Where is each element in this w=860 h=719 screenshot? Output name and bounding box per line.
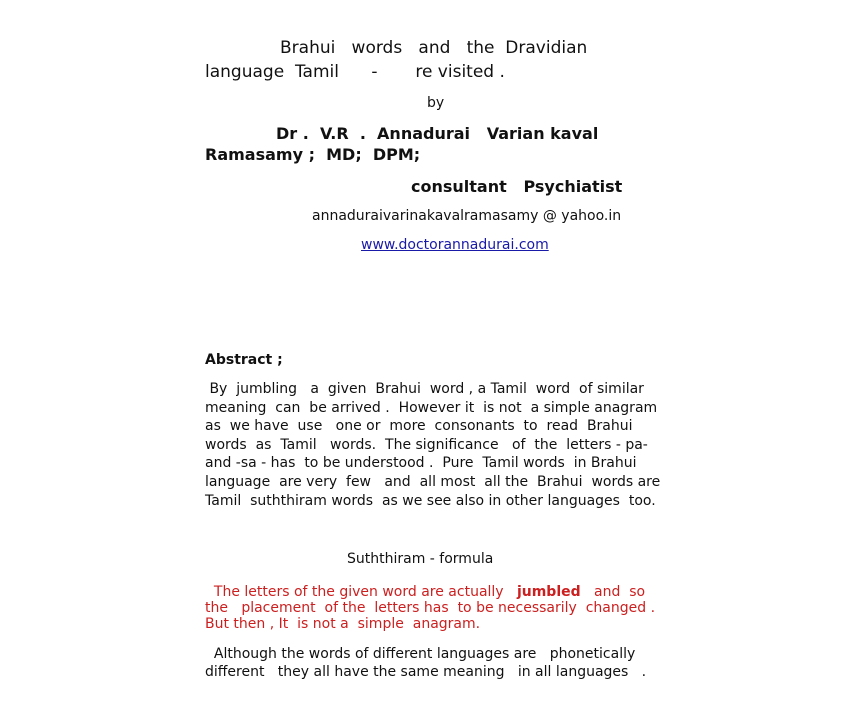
jumbled-emphasis: jumbled [516,584,581,600]
title-line-2: language Tamil - re visited . [205,62,505,82]
author-line-2: Ramasamy ; MD; DPM; [205,145,421,164]
abstract-line: language are very few and all most all the Brahui words are [205,474,661,490]
formula-heading: Suththiram - formula [347,551,494,567]
abstract-line: as we have use one or more consonants to read Brahui [205,418,633,434]
abstract-line: By jumbling a given Brahui word , a Tamil word of similar [205,381,644,397]
abstract-heading: Abstract ; [205,352,283,368]
abstract-line: and -sa - has to be understood . Pure Tamil words in Brahui [205,455,637,471]
red-line-3: But then , It is not a simple anagram. [205,616,481,632]
abstract-line: Tamil suththiram words as we see also in other languages too. [205,493,656,509]
author-website-link[interactable]: www.doctorannadurai.com [361,237,549,253]
final-line: different they all have the same meaning in all languages . [205,664,647,680]
abstract-line: words as Tamil words. The significance of the letters - pa- [205,437,648,453]
red-line-1 [205,585,645,599]
abstract-line: meaning can be arrived . However it is not a simple anagram [205,400,658,416]
red-line-2: the placement of the letters has to be necessarily changed . [205,600,656,616]
title-line-1: Brahui words and the Dravidian [280,38,588,58]
author-email: annaduraivarinakavalramasamy @ yahoo.in [312,208,622,224]
red-line-1-text-b: and so [580,584,646,600]
by-label: by [427,95,445,111]
final-line: Although the words of different languages are phonetically [205,646,636,662]
author-line-1: Dr . V.R . Annadurai Varian kaval [276,124,599,143]
author-role: consultant Psychiatist [411,177,623,196]
red-line-1-text-a: The letters of the given word are actually [205,584,517,600]
